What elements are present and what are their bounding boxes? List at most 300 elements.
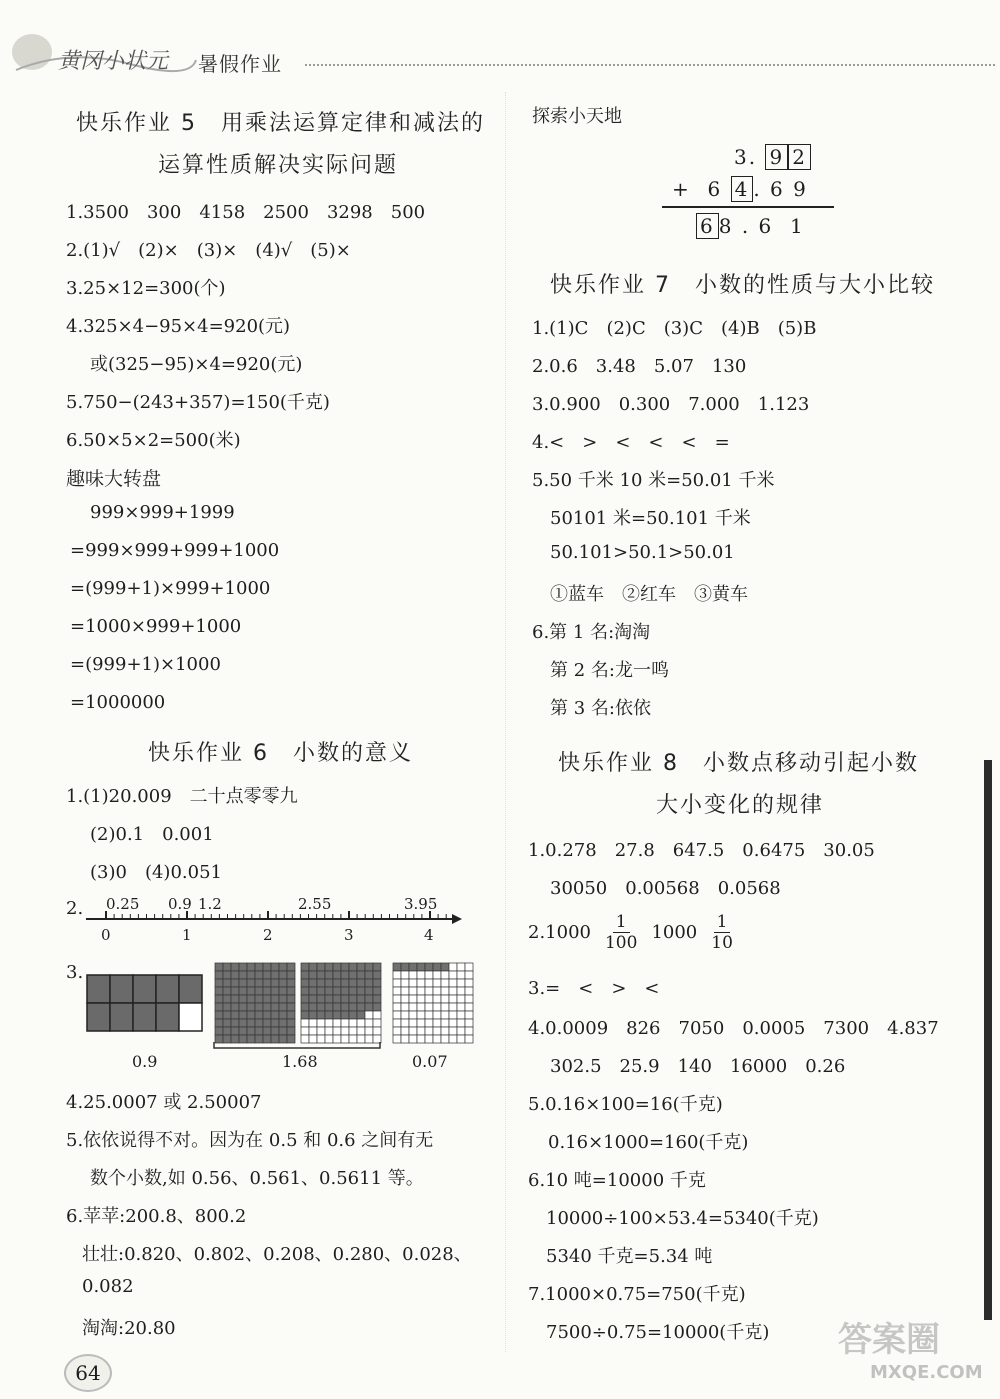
grid-cell [287, 987, 295, 995]
grid-cell [223, 971, 231, 979]
grid-cell [255, 963, 263, 971]
grid-cell [341, 1011, 349, 1019]
grid-cell [325, 1019, 333, 1027]
hw7-line: 第 2 名:龙一鸣 [550, 660, 669, 681]
grid-cell [457, 1027, 465, 1035]
grid-cell [223, 1027, 231, 1035]
grid-cell [393, 1011, 401, 1019]
grid-cell [333, 1003, 341, 1011]
hw8-q2: 2.1000 $\frac{1}{100}$ 1000 $\frac{1}{10}$ [528, 912, 733, 953]
grid-cell [373, 1027, 381, 1035]
grid-cell [433, 979, 441, 987]
grid-cell [449, 987, 457, 995]
grid-cell [393, 1027, 401, 1035]
grid-cell [271, 1011, 279, 1019]
grid-cell [325, 1011, 333, 1019]
grid-cell [279, 987, 287, 995]
logo-text: 黄冈小状元 [58, 49, 169, 74]
grid-cell [309, 979, 317, 987]
hw8-line: 7.1000×0.75=750(千克) [528, 1284, 746, 1305]
grid-cell [349, 963, 357, 971]
grid-cell [365, 1027, 373, 1035]
grid-cell [271, 963, 279, 971]
grid-cell [255, 995, 263, 1003]
hw7-title: 快乐作业 7 小数的性质与大小比较 [550, 273, 935, 298]
grid-cell [279, 1019, 287, 1027]
grid-cell [425, 1035, 433, 1043]
grid-cell [309, 995, 317, 1003]
hw5-line: 或(325−95)×4=920(元) [90, 354, 303, 375]
grid-cell [263, 995, 271, 1003]
grid-cell [441, 987, 449, 995]
grid-cell [349, 1003, 357, 1011]
grid-cell [441, 1003, 449, 1011]
grid-cell [393, 963, 401, 971]
grid-cell [239, 1027, 247, 1035]
grid-cell [465, 979, 473, 987]
grid-cell [425, 963, 433, 971]
fun-line: =1000×999+1000 [70, 616, 242, 637]
decimal-grid-2a [214, 962, 296, 1044]
grid-cell [465, 1027, 473, 1035]
grid-cell [301, 979, 309, 987]
hw5-title-cont: 运算性质解决实际问题 [158, 153, 399, 178]
grid-cell [433, 1027, 441, 1035]
grid-cell [333, 963, 341, 971]
grid-cell [309, 1011, 317, 1019]
grid-cell [309, 963, 317, 971]
grid-cell [441, 979, 449, 987]
grid-cell [231, 1003, 239, 1011]
grid-cell [215, 1011, 223, 1019]
grid-cell [349, 1027, 357, 1035]
grid-cell [317, 1019, 325, 1027]
grid-cell [309, 1019, 317, 1027]
hw7-line: 5.50 千米 10 米=50.01 千米 [532, 470, 775, 491]
hw8-line: 4.0.0009 826 7050 0.0005 7300 4.837 [528, 1018, 939, 1039]
addition-row-1: 3. 9 2 [734, 144, 811, 170]
fun-line: =1000000 [70, 692, 166, 713]
grid-cell [365, 971, 373, 979]
grid-cell [365, 1011, 373, 1019]
grid-cell [425, 987, 433, 995]
grid-cell [425, 1027, 433, 1035]
grid-cell [156, 1003, 179, 1031]
grid-cell [349, 995, 357, 1003]
grid-cell [465, 1003, 473, 1011]
grid-cell [287, 1019, 295, 1027]
grid-cell [271, 987, 279, 995]
grid-cell [349, 1011, 357, 1019]
grid-cell [357, 971, 365, 979]
decimal-grid-2b [300, 962, 382, 1044]
grid-cell [325, 995, 333, 1003]
grid-cell [449, 963, 457, 971]
grid-cell [341, 995, 349, 1003]
grid-cell [401, 1027, 409, 1035]
grid-cell [247, 987, 255, 995]
grid-cell [425, 1011, 433, 1019]
grid-cell [433, 987, 441, 995]
grid-cell [401, 987, 409, 995]
grid-cell [417, 1019, 425, 1027]
grid-cell [223, 987, 231, 995]
fun-line: =(999+1)×999+1000 [70, 578, 271, 599]
hw7-line: 50101 米=50.101 千米 [550, 508, 751, 529]
grid-label: 1.68 [282, 1052, 318, 1071]
grid-cell [433, 995, 441, 1003]
grid-cell [301, 987, 309, 995]
grid-cell [373, 995, 381, 1003]
grid-cell [341, 1027, 349, 1035]
grid-cell [309, 987, 317, 995]
hw8-title: 快乐作业 8 小数点移动引起小数 [558, 751, 919, 776]
grid-cell [357, 995, 365, 1003]
grid-cell [401, 963, 409, 971]
hw7-line: 4.< > < < < = [532, 432, 730, 453]
grid-cell [279, 979, 287, 987]
grid-cell [255, 987, 263, 995]
header-rule [305, 64, 995, 66]
grid-cell [333, 987, 341, 995]
grid-cell [441, 1019, 449, 1027]
grid-cell [317, 1003, 325, 1011]
grid-cell [231, 979, 239, 987]
grid-cell [449, 979, 457, 987]
grid-cell [357, 1019, 365, 1027]
grid-cell [239, 1003, 247, 1011]
hw8-line: 5.0.16×100=16(千克) [528, 1094, 723, 1115]
grid-cell [231, 1027, 239, 1035]
hw7-line: 2.0.6 3.48 5.07 130 [532, 356, 747, 377]
q3-label: 3. [66, 962, 84, 983]
grid-cell [449, 971, 457, 979]
grid-cell [239, 995, 247, 1003]
grid-cell [231, 1019, 239, 1027]
grid-cell [223, 1003, 231, 1011]
grid-cell [287, 1011, 295, 1019]
column-divider [505, 92, 506, 1352]
hw6-line: 0.082 [82, 1276, 134, 1297]
grid-cell [465, 1019, 473, 1027]
fun-heading: 趣味大转盘 [66, 468, 162, 490]
grid-cell [239, 987, 247, 995]
grid-cell [341, 979, 349, 987]
grid-cell [449, 1003, 457, 1011]
hw5-line: 2.(1)√ (2)× (3)× (4)√ (5)× [66, 240, 351, 261]
grid-cell [301, 1003, 309, 1011]
grid-cell [441, 995, 449, 1003]
grid-cell [401, 1003, 409, 1011]
grid-cell [457, 1011, 465, 1019]
hw5-line: 4.325×4−95×4=920(元) [66, 316, 291, 337]
grid-cell [325, 987, 333, 995]
grid-cell [301, 995, 309, 1003]
grid-cell [417, 1035, 425, 1043]
grid-cell [333, 1011, 341, 1019]
watermark-url: MXQE.COM [870, 1362, 983, 1383]
grid-cell [433, 1035, 441, 1043]
grid-cell [465, 995, 473, 1003]
grid-cell [433, 1011, 441, 1019]
grid-cell [357, 1003, 365, 1011]
grid-cell [325, 971, 333, 979]
grid-cell [263, 971, 271, 979]
grid-cell [425, 1019, 433, 1027]
grid-cell [341, 1019, 349, 1027]
numline-tick-label: 3 [344, 926, 354, 944]
grid-cell [231, 1011, 239, 1019]
hw8-line: 5340 千克=5.34 吨 [546, 1246, 713, 1267]
grid-cell [457, 1003, 465, 1011]
grid-cell [215, 1027, 223, 1035]
grid-cell [87, 1003, 110, 1031]
grid-cell [87, 975, 110, 1003]
grid-cell [357, 987, 365, 995]
grid-cell [365, 987, 373, 995]
numline-value: 3.95 [404, 895, 438, 913]
grid-cell [365, 1003, 373, 1011]
grid-cell [365, 963, 373, 971]
page-number: 64 [64, 1354, 112, 1392]
grid-cell [409, 987, 417, 995]
grid-cell [301, 1019, 309, 1027]
grid-cell [449, 1027, 457, 1035]
grid-cell [239, 1011, 247, 1019]
grid-cell [409, 995, 417, 1003]
grid-cell [247, 1003, 255, 1011]
grid-cell [373, 1011, 381, 1019]
grid-cell [457, 987, 465, 995]
q2-label: 2. [66, 898, 84, 919]
grid-cell [433, 971, 441, 979]
fraction: $\frac{1}{100}$ [604, 912, 638, 953]
grid-cell [357, 1027, 365, 1035]
grid-cell [441, 1011, 449, 1019]
grid-cell [279, 1003, 287, 1011]
grid-cell [279, 1011, 287, 1019]
hw6-line: 1.(1)20.009 二十点零零九 [66, 786, 298, 807]
grid-cell [255, 1027, 263, 1035]
grid-cell [373, 987, 381, 995]
addition-row-3: 6 8 . 6 1 [696, 213, 805, 239]
decimal-grid-1 [85, 973, 205, 1035]
grid-cell [325, 1027, 333, 1035]
grid-cell [433, 963, 441, 971]
fun-line: 999×999+1999 [90, 502, 235, 523]
grid-cell [215, 971, 223, 979]
grid-cell [357, 979, 365, 987]
grid-cell [325, 979, 333, 987]
grid-cell [325, 963, 333, 971]
numline-value: 1.2 [198, 895, 222, 913]
grid-cell [247, 971, 255, 979]
grid-cell [301, 1027, 309, 1035]
grid-cell [441, 971, 449, 979]
grid-cell [393, 979, 401, 987]
grid-cell [441, 963, 449, 971]
hw7-line: 第 3 名:依依 [550, 698, 651, 719]
grid-cell [271, 1027, 279, 1035]
decimal-grid-3 [392, 962, 474, 1044]
grid-cell [409, 1019, 417, 1027]
grid-cell [247, 995, 255, 1003]
grid-cell [425, 995, 433, 1003]
grid-cell [317, 963, 325, 971]
grid-cell [239, 963, 247, 971]
fraction: $\frac{1}{10}$ [711, 912, 733, 953]
grid-cell [449, 1035, 457, 1043]
hw6-line: 5.依依说得不对。因为在 0.5 和 0.6 之间有无 [66, 1130, 434, 1151]
grid-cell [393, 971, 401, 979]
grid-cell [156, 975, 179, 1003]
grid-cell [317, 1011, 325, 1019]
grid-cell [373, 979, 381, 987]
grid-cell [309, 1003, 317, 1011]
grid-cell [409, 1011, 417, 1019]
grid-cell [373, 1003, 381, 1011]
grid-cell [247, 1019, 255, 1027]
hw8-line: 3.= < > < [528, 978, 660, 999]
grid-cell [301, 971, 309, 979]
grid-cell [417, 995, 425, 1003]
hw6-title: 快乐作业 6 小数的意义 [148, 741, 413, 766]
hw8-line: 10000÷100×53.4=5340(千克) [546, 1208, 819, 1229]
grid-cell [393, 1035, 401, 1043]
grid-cell [223, 1019, 231, 1027]
grid-cell [179, 1003, 202, 1031]
grid-cell [441, 1027, 449, 1035]
hw6-line: (2)0.1 0.001 [90, 824, 214, 845]
numline-tick-label: 1 [182, 926, 192, 944]
grid-cell [401, 1019, 409, 1027]
grid-cell [441, 1035, 449, 1043]
grid-cell [349, 1019, 357, 1027]
grid-cell [255, 1019, 263, 1027]
grid-cell [263, 963, 271, 971]
hw7-line: 50.101>50.1>50.01 [550, 542, 735, 563]
grid-label: 0.07 [412, 1052, 448, 1071]
grid-cell [215, 995, 223, 1003]
grid-cell [287, 1027, 295, 1035]
grid-cell [133, 1003, 156, 1031]
grid-cell [401, 979, 409, 987]
grid-cell [349, 987, 357, 995]
numline-tick-label: 4 [424, 926, 434, 944]
hw6-line: 壮壮:0.820、0.802、0.208、0.280、0.028、 [82, 1244, 472, 1265]
grid-cell [263, 1019, 271, 1027]
grid-cell [287, 971, 295, 979]
numline-tick-label: 0 [101, 926, 111, 944]
grid-cell [417, 987, 425, 995]
grid-cell [247, 1011, 255, 1019]
hw6-line: 6.苹苹:200.8、800.2 [66, 1206, 247, 1227]
grid-cell [373, 963, 381, 971]
grid-cell [365, 1019, 373, 1027]
numline-value: 0.9 [168, 895, 192, 913]
grid-cell [271, 1019, 279, 1027]
grid-cell [301, 1011, 309, 1019]
hw8-line: 6.10 吨=10000 千克 [528, 1170, 706, 1191]
grid-cell [417, 1011, 425, 1019]
addition-row-2: + 6 4 . 6 9 [672, 177, 808, 201]
numline-tick-label: 2 [263, 926, 273, 944]
grid-cell [393, 1003, 401, 1011]
grid-cell [409, 963, 417, 971]
grid-cell [279, 1027, 287, 1035]
hw6-line: 4.25.0007 或 2.50007 [66, 1092, 262, 1113]
grid-cell [231, 987, 239, 995]
fun-line: =(999+1)×1000 [70, 654, 221, 675]
hw5-title: 快乐作业 5 用乘法运算定律和减法的 [76, 111, 485, 136]
grid-cell [333, 1027, 341, 1035]
grid-cell [373, 971, 381, 979]
grid-cell [255, 1003, 263, 1011]
grid-cell [465, 1011, 473, 1019]
grid-cell [357, 963, 365, 971]
grid-cell [341, 1003, 349, 1011]
hw7-line: ①蓝车 ②红车 ③黄车 [550, 584, 748, 605]
grid-cell [409, 1035, 417, 1043]
grid-cell [349, 971, 357, 979]
addition-rule [662, 206, 834, 208]
grid-cell [457, 1035, 465, 1043]
grid-cell [401, 1011, 409, 1019]
scan-edge-shadow [984, 760, 992, 1320]
hw7-line: 6.第 1 名:淘淘 [532, 622, 651, 643]
grid-cell [255, 971, 263, 979]
numline-value: 2.55 [298, 895, 332, 913]
grid-cell [425, 979, 433, 987]
grid-cell [263, 987, 271, 995]
grid-cell [231, 971, 239, 979]
grid-cell [215, 987, 223, 995]
grid-cell [271, 979, 279, 987]
hw6-line: 数个小数,如 0.56、0.561、0.5611 等。 [90, 1168, 424, 1189]
numline-value: 0.25 [106, 895, 140, 913]
grid-cell [287, 963, 295, 971]
hw7-line: 3.0.900 0.300 7.000 1.123 [532, 394, 810, 415]
grid-cell [417, 963, 425, 971]
hw8-title-cont: 大小变化的规律 [656, 793, 825, 818]
grid-cell [287, 1003, 295, 1011]
grid-cell [417, 1003, 425, 1011]
grid-cell [263, 1011, 271, 1019]
grid-cell [401, 971, 409, 979]
grid-cell [457, 1019, 465, 1027]
hw6-line: (3)0 (4)0.051 [90, 862, 222, 883]
grid-cell [231, 995, 239, 1003]
grid-cell [465, 963, 473, 971]
grid-cell [223, 963, 231, 971]
grid-cell [317, 995, 325, 1003]
grid-cell [179, 975, 202, 1003]
hw8-line: 7500÷0.75=10000(千克) [546, 1322, 770, 1343]
grid-cell [341, 963, 349, 971]
grid-cell [239, 971, 247, 979]
grid-label: 0.9 [132, 1052, 158, 1071]
grid-cell [449, 995, 457, 1003]
grid-cell [133, 975, 156, 1003]
hw8-line: 30050 0.00568 0.0568 [550, 878, 781, 899]
grid-cell [357, 1011, 365, 1019]
grid-cell [247, 963, 255, 971]
grid-cell [365, 995, 373, 1003]
grid-cell [409, 971, 417, 979]
grid-cell [215, 1003, 223, 1011]
grid-cell [433, 1003, 441, 1011]
grid-cell [457, 971, 465, 979]
